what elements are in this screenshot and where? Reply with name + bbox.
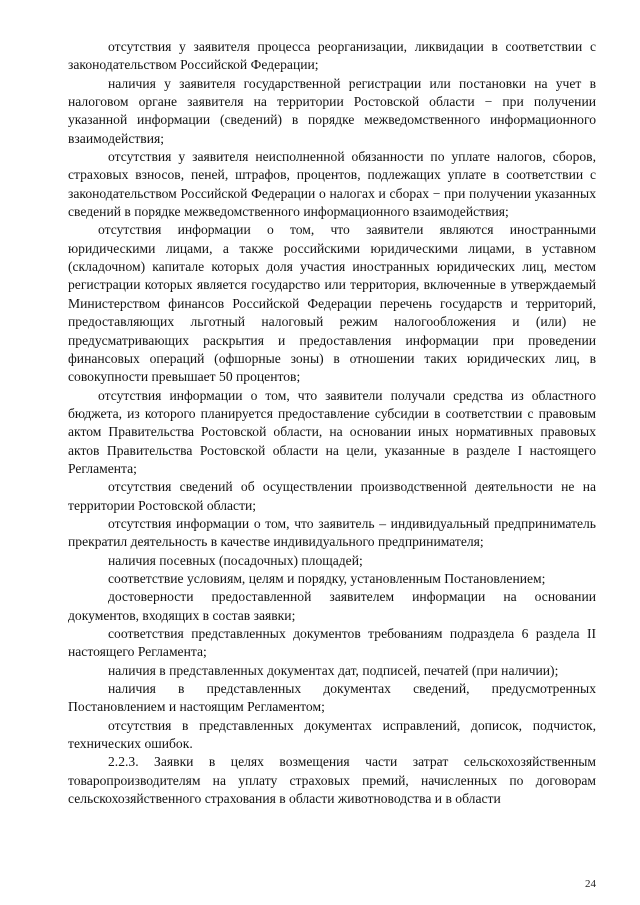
paragraph-15: 2.2.3. Заявки в целях возмещения части затрат сельскохозяйственным товаропроизводителям на уплату страховых премий, начисленных по договорам сельскохозяйственного страхования в области животноводства и в области xyxy=(68,754,596,807)
paragraph-7: отсутствия информации о том, что заявитель – индивидуальный предприниматель прекратил деятельность в качестве индивидуального предпринимателя; xyxy=(68,515,596,550)
paragraph-12: наличия в представленных документах дат, подписей, печатей (при наличии); xyxy=(108,662,559,678)
paragraph-10: достоверности предоставленной заявителем информации на основании документов, входящих в состав заявки; xyxy=(68,589,596,623)
paragraph-8: наличия посевных (посадочных) площадей; xyxy=(108,552,363,568)
paragraph-2: наличия у заявителя государственной регистрации или постановки на учет в налоговом органе заявителя на территории Ростовской области − при получении указанной информации (сведений) в порядке межведомственного информационного взаимодействия; xyxy=(68,75,596,146)
paragraph-14: отсутствия в представленных документах исправлений, дописок, подчисток, технических ошибок. xyxy=(68,717,596,752)
page-number: 24 xyxy=(585,878,596,890)
paragraph-11: соответствия представленных документов требованиям подраздела 6 раздела II настоящего Регламента; xyxy=(68,626,596,660)
paragraph-6: отсутствия сведений об осуществлении производственной деятельности не на территории Ростовской области; xyxy=(68,479,596,513)
document-body xyxy=(68,38,596,808)
paragraph-5: отсутствия информации о том, что заявители получали средства из областного бюджета, из которого планируется предоставление субсидии в соответствии с правовым актом Правительства Ростовской области, на основании иных нормативных правовых актов Правительства Ростовской области на цели, указанные в разделе I настоящего Регламента; xyxy=(68,387,596,476)
paragraph-9: соответствие условиям, целям и порядку, установленным Постановлением; xyxy=(108,570,546,586)
paragraph-1: отсутствия у заявителя процесса реорганизации, ликвидации в соответствии с законодательством Российской Федерации; xyxy=(68,39,596,73)
paragraph-4: отсутствия информации о том, что заявители являются иностранными юридическими лицами, а также российскими юридическими лицами, в уставном (складочном) капитале которых доля участия иностранных юридических лиц, местом регистрации которых является государство или территория, включенные в утверждаемый Министерством финансов Российской Федерации перечень государств и территорий, предоставляющих льготный налоговый режим налогообложения и (или) не предусматривающих раскрытия и предоставления информации при проведении финансовых операций (офшорные зоны) в отношении таких юридических лиц, в совокупности превышает 50 процентов; xyxy=(68,222,596,385)
paragraph-3: отсутствия у заявителя неисполненной обязанности по уплате налогов, сборов, страховых взносов, пеней, штрафов, процентов, подлежащих уплате в соответствии с законодательством Российской Федерации о налогах и сборах − при получении указанных сведений в порядке межведомственного информационного взаимодействия; xyxy=(68,149,596,220)
paragraph-13: наличия в представленных документах сведений, предусмотренных Постановлением и настоящим Регламентом; xyxy=(68,681,596,715)
